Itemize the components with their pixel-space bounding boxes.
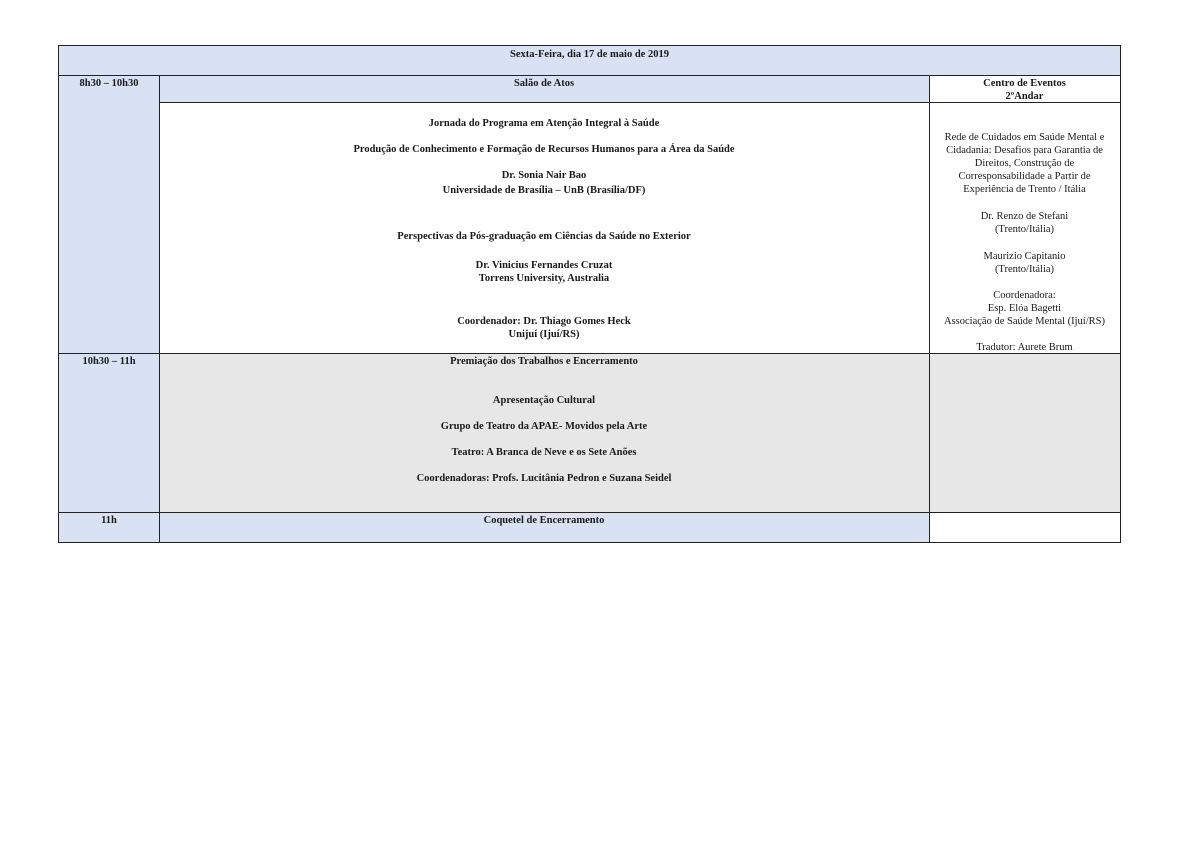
event-detail: Teatro: A Branca de Neve e os Sete Anões xyxy=(451,447,637,458)
centro-session-title: Corresponsabilidade a Partir de xyxy=(958,171,1091,182)
coordinator-organization: Associação de Saúde Mental (Ijuí/RS) xyxy=(944,316,1105,327)
centro-session-title: Direitos, Construção de xyxy=(974,158,1075,169)
time-slot-2: 10h30 – 11h xyxy=(82,356,136,367)
schedule-table xyxy=(58,45,1121,543)
centro-session-title: Rede de Cuidados em Saúde Mental e xyxy=(944,132,1105,143)
event-detail: Grupo de Teatro da APAE- Movidos pela Arte xyxy=(440,421,648,432)
grid-line xyxy=(59,512,1120,513)
session-title: Jornada do Programa em Atenção Integral à Saúde xyxy=(428,118,660,129)
centro-cell-row2 xyxy=(929,354,1120,513)
centro-header: Centro de Eventos xyxy=(983,78,1066,89)
coordinator-name: Coordenador: Dr. Thiago Gomes Heck xyxy=(457,316,631,327)
session-title: Perspectivas da Pós-graduação em Ciências da Saúde no Exterior xyxy=(397,231,691,242)
time-column-row1 xyxy=(59,76,159,354)
translator: Tradutor: Aurete Brum xyxy=(976,342,1073,353)
event-title: Apresentação Cultural xyxy=(492,395,596,406)
coordinator-label: Coordenadora: xyxy=(993,290,1056,301)
salao-cell-row2 xyxy=(159,354,929,513)
salao-header: Salão de Atos xyxy=(513,78,575,89)
speaker-name: Dr. Vinicius Fernandes Cruzat xyxy=(475,260,613,271)
centro-session-title: Cidadania: Desafios para Garantia de xyxy=(946,145,1103,156)
event-title: Premiação dos Trabalhos e Encerramento xyxy=(450,356,638,367)
speaker-location: (Trento/Itália) xyxy=(994,224,1055,235)
session-subtitle: Produção de Conhecimento e Formação de Recursos Humanos para a Área da Saúde xyxy=(353,144,735,155)
speaker-affiliation: Universidade de Brasília – UnB (Brasília/DF) xyxy=(442,185,646,196)
time-slot-1: 8h30 – 10h30 xyxy=(79,78,139,89)
coordinator-affiliation: Unijuí (Ijuí/RS) xyxy=(508,329,580,340)
speaker-name: Dr. Renzo de Stefani xyxy=(980,211,1069,222)
centro-header-floor: 2ºAndar xyxy=(1005,91,1044,102)
coordinator-name: Esp. Elóa Bagetti xyxy=(987,303,1062,314)
speaker-name: Maurizio Capitanio xyxy=(983,251,1066,262)
speaker-location: (Trento/Itália) xyxy=(994,264,1055,275)
speaker-name: Dr. Sonia Nair Bao xyxy=(501,170,587,181)
centro-cell-row3 xyxy=(929,513,1120,542)
schedule-title: Sexta-Feira, dia 17 de maio de 2019 xyxy=(510,49,669,60)
time-slot-3: 11h xyxy=(101,515,117,526)
speaker-affiliation: Torrens University, Australia xyxy=(478,273,610,284)
time-cell-row2 xyxy=(59,354,159,513)
coordinators: Coordenadoras: Profs. Lucitânia Pedron e Suzana Seidel xyxy=(416,473,672,484)
grid-line xyxy=(59,75,1120,76)
event-title: Coquetel de Encerramento xyxy=(483,515,605,526)
centro-session-title: Experiência de Trento / Itália xyxy=(963,184,1086,195)
